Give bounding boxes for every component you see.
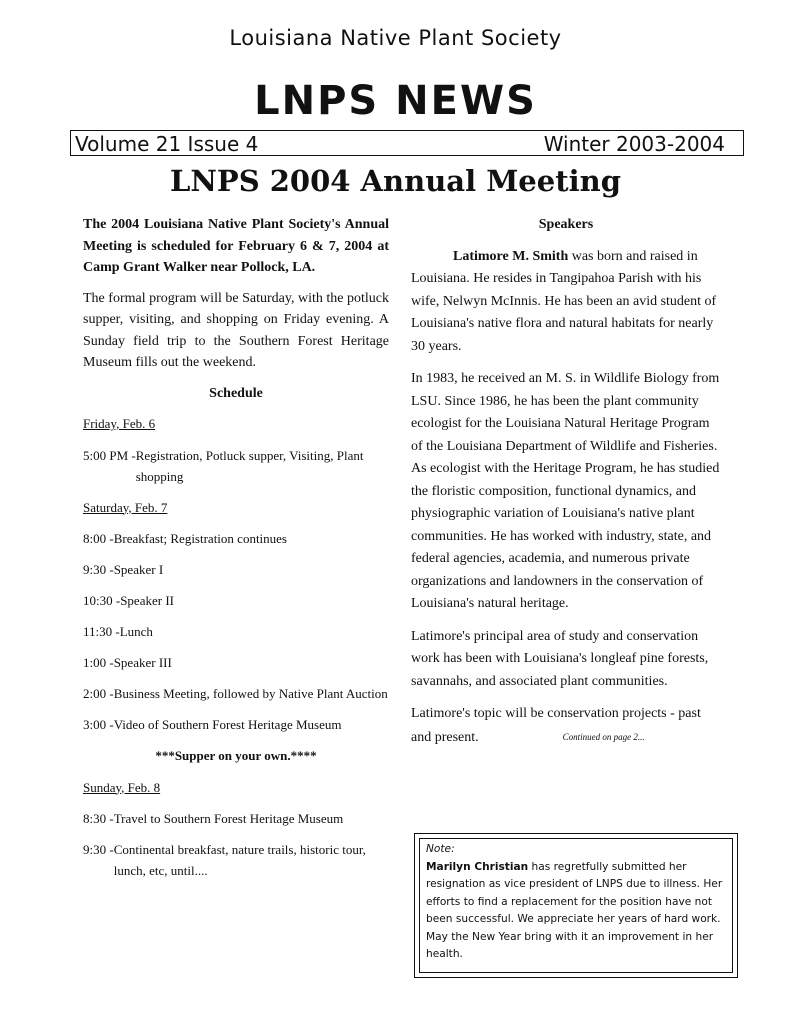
- continued-note: Continued on page 2...: [562, 731, 645, 742]
- right-column: [411, 214, 721, 759]
- schedule-item: [83, 652, 389, 673]
- speaker-study-paragraph: Latimore's principal area of study and conservation work has been with Louisiana's longleaf pine forests, savannahs, and associated plant communities.: [411, 628, 709, 689]
- schedule-desc: Business Meeting, followed by Native Plant Auction: [113, 686, 388, 701]
- day-label-saturday: Saturday, Feb. 7: [83, 499, 168, 515]
- schedule-item: [83, 714, 389, 735]
- schedule-time: 8:00 -: [83, 531, 114, 546]
- schedule-desc: Continental breakfast, nature trails, historic tour, lunch, etc, until....: [113, 842, 366, 878]
- schedule-desc: Speaker III: [113, 655, 172, 670]
- schedule-time: 3:00 -: [83, 717, 114, 732]
- schedule-item: [83, 528, 389, 549]
- schedule-time: 5:00 PM -: [83, 447, 136, 463]
- left-column: [83, 214, 389, 891]
- schedule-time: 1:00 -: [83, 655, 114, 670]
- speakers-heading: Speakers: [538, 217, 594, 232]
- volume-bar: [70, 130, 744, 156]
- schedule-heading: Schedule: [209, 385, 263, 401]
- day-label-friday: Friday, Feb. 6: [83, 416, 156, 431]
- schedule-item: [83, 621, 389, 642]
- schedule-time: 9:30 -: [83, 562, 114, 577]
- schedule-desc: Breakfast; Registration continues: [113, 531, 287, 546]
- schedule-desc: Lunch: [119, 624, 153, 639]
- supper-note: ***Supper on your own.****: [155, 748, 317, 763]
- note-box: [414, 833, 738, 978]
- schedule-time: 8:30 -: [83, 811, 114, 826]
- schedule-time: 2:00 -: [83, 686, 114, 701]
- speaker-bio-paragraph: [411, 246, 721, 359]
- note-text: has regretfully submitted her resignation as vice president of LNPS due to illness. Her efforts to find a replacement for the position have not been successful. We appreciate her years of hard work. May the New Year bring with it an improvement in her health.: [426, 860, 723, 960]
- program-paragraph: The formal program will be Saturday, with the potluck supper, visiting, and shopping on Friday evening. A Sunday field trip to the Southern Forest Heritage Museum fills out the weekend.: [83, 290, 389, 370]
- schedule-item: [83, 839, 389, 881]
- note-body: [426, 859, 726, 964]
- issue-season: Winter 2003-2004: [543, 132, 725, 156]
- schedule-item: [83, 683, 389, 704]
- volume-issue: Volume 21 Issue 4: [75, 132, 259, 156]
- speaker-topic-paragraph: [411, 703, 721, 749]
- intro-paragraph: The 2004 Louisiana Native Plant Society's Annual Meeting is scheduled for February 6 & 7, 2004 at Camp Grant Walker near Pollock, LA.: [83, 217, 389, 275]
- schedule-desc: Video of Southern Forest Heritage Museum: [113, 717, 342, 732]
- day-label-sunday: Sunday, Feb. 8: [83, 779, 161, 795]
- schedule-time: 11:30 -: [83, 624, 120, 639]
- speaker-career-paragraph: In 1983, he received an M. S. in Wildlife Biology from LSU. Since 1986, he has been the plant community ecologist for the Louisiana Natural Heritage Program of the Louisiana Department of Wildlife and Fisheries. As ecologist with the Heritage Program, he has studied the floristic composition, functional dynamics, and physiographic variation of Louisiana's native plant communities. He has worked with industry, state, and federal agencies, academia, and numerous private organizations and landowners in the conservation of Louisiana's natural heritage.: [411, 371, 720, 611]
- speaker-topic-text: Latimore's topic will be conservation projects - past and present.: [411, 706, 701, 745]
- schedule-desc: Registration, Potluck supper, Visiting, Plant shopping: [135, 447, 364, 484]
- article-headline: LNPS 2004 Annual Meeting: [170, 164, 621, 198]
- speaker-bio-text: was born and raised in Louisiana. He resides in Tangipahoa Parish with his wife, Nelwyn McInnis. He has been an avid student of Louisiana's native flora and natural habitats for nearly 30 years.: [411, 248, 717, 354]
- schedule-item: [83, 590, 389, 611]
- schedule-desc: Speaker I: [113, 562, 164, 577]
- note-box-inner: [419, 838, 733, 973]
- schedule-item: [83, 559, 389, 580]
- schedule-desc: Speaker II: [120, 593, 174, 608]
- note-person-name: Marilyn Christian: [426, 860, 529, 873]
- schedule-time: 9:30 -: [83, 842, 114, 857]
- schedule-desc: Travel to Southern Forest Heritage Museum: [113, 811, 344, 826]
- note-title: Note:: [426, 843, 455, 855]
- organization-name: Louisiana Native Plant Society: [229, 26, 562, 50]
- speaker-name: Latimore M. Smith: [453, 248, 569, 264]
- newsletter-title: LNPS NEWS: [254, 78, 537, 124]
- schedule-item: [83, 445, 389, 487]
- schedule-time: 10:30 -: [83, 593, 121, 608]
- schedule-item: [83, 808, 389, 829]
